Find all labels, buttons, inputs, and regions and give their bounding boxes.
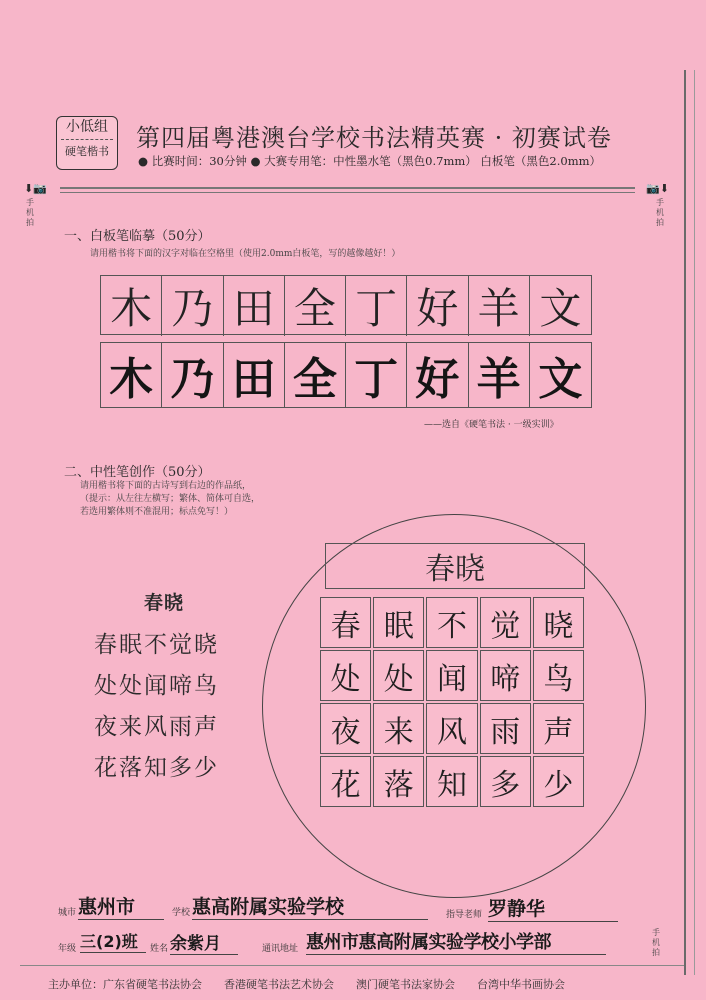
practice-cell: 木 [101,276,162,336]
group-label: 小低组 [66,119,108,135]
model-cell: 田 [224,343,285,407]
artwork-cell: 处 [320,650,371,701]
model-cell: 好 [407,343,468,407]
artwork-grid [320,597,584,807]
artwork-cell: 闻 [426,650,477,701]
section2-instruction-2: （提示：从左往左横写；繁体、简体可自选， [80,494,261,504]
poem-line: 花落知多少 [94,755,219,781]
camera-download-icon-right: 📷⬇ [646,182,669,195]
artwork-cell: 多 [480,756,531,807]
handwritten-practice-row [100,275,592,335]
poem-line: 处处闻啼鸟 [94,673,219,699]
teacher-label: 指导老师 [446,910,483,920]
artwork-cell: 晓 [533,597,584,648]
category-label: 硬笔楷书 [61,139,113,162]
school-field: 惠高附属实验学校 [192,892,428,920]
group-badge [56,116,118,170]
page-title: 第四届粤港澳台学校书法精英赛 · 初赛试卷 [136,124,612,152]
name-label: 姓名 [150,944,169,954]
artwork-cell: 雨 [480,703,531,754]
city-field: 惠州市 [78,892,164,920]
teacher-field: 罗静华 [488,894,618,922]
artwork-cell: 处 [373,650,424,701]
header-rule [60,187,635,193]
city-label: 城市 [58,908,77,918]
practice-cell: 丁 [346,276,407,336]
camera-download-icon-left: ⬇📷 [24,182,47,195]
model-cell: 文 [538,354,583,405]
section1-heading: 一、白板笔临摹（50分） [64,229,211,244]
grade-field: 三(2)班 [80,929,146,953]
model-cell: 丁 [346,343,407,407]
name-field: 余紫月 [170,929,238,955]
exam-info: ● 比赛时间：30分钟 ● 大赛专用笔：中性墨水笔（黑色0.7mm） 白板笔（黑色2.0mm） [138,154,602,168]
artwork-cell: 声 [533,703,584,754]
poem-line: 春眠不觉晓 [94,632,219,658]
model-cell: 木 [101,343,162,407]
practice-cell: 好 [407,276,468,336]
artwork-cell: 不 [426,597,477,648]
artwork-cell: 落 [373,756,424,807]
address-label: 通讯地址 [262,944,299,954]
organizers-footer: 主办单位：广东省硬笔书法协会 香港硬笔书法艺术协会 澳门硬笔书法家协会 台湾中华书画协会 [48,978,565,991]
practice-cell: 乃 [162,276,223,336]
artwork-cell: 知 [426,756,477,807]
section2-heading: 二、中性笔创作（50分） [64,465,211,480]
binding-edge [684,70,695,975]
side-note-bottom: 手机拍 [652,928,660,957]
practice-cell: 全 [285,276,346,336]
practice-cell: 文 [539,284,582,333]
artwork-cell: 夜 [320,703,371,754]
artwork-title-box: 春晓 [325,543,585,589]
school-label: 学校 [172,908,191,918]
artwork-cell: 啼 [480,650,531,701]
artwork-cell: 觉 [480,597,531,648]
section2-instruction-3: 若选用繁体则不准混用；标点免写！） [80,507,234,517]
grade-label: 年级 [58,944,77,954]
section1-instruction: 请用楷书将下面的汉字对临在空格里（使用2.0mm白板笔，写的越像越好！） [90,249,401,259]
footer-rule [20,965,684,966]
poem-line: 夜来风雨声 [94,714,219,740]
model-cell: 全 [285,343,346,407]
artwork-cell: 风 [426,703,477,754]
artwork-cell: 眠 [373,597,424,648]
practice-cell: 田 [224,276,285,336]
section2-instruction-1: 请用楷书将下面的古诗写到右边的作品纸， [80,481,252,491]
model-character-row [100,342,592,408]
artwork-cell: 来 [373,703,424,754]
artwork-cell: 少 [533,756,584,807]
side-note-left: 手机拍 [26,198,34,227]
source-citation: ——选自《硬笔书法 · 一级实训》 [424,420,559,430]
address-field: 惠州市惠高附属实验学校小学部 [306,928,606,955]
side-note-right: 手机拍 [656,198,664,227]
artwork-cell: 春 [320,597,371,648]
model-cell: 羊 [469,343,530,407]
practice-cell: 羊 [469,276,530,336]
poem-title: 春晓 [144,592,185,614]
model-cell: 乃 [162,343,223,407]
artwork-cell: 鸟 [533,650,584,701]
artwork-cell: 花 [320,756,371,807]
